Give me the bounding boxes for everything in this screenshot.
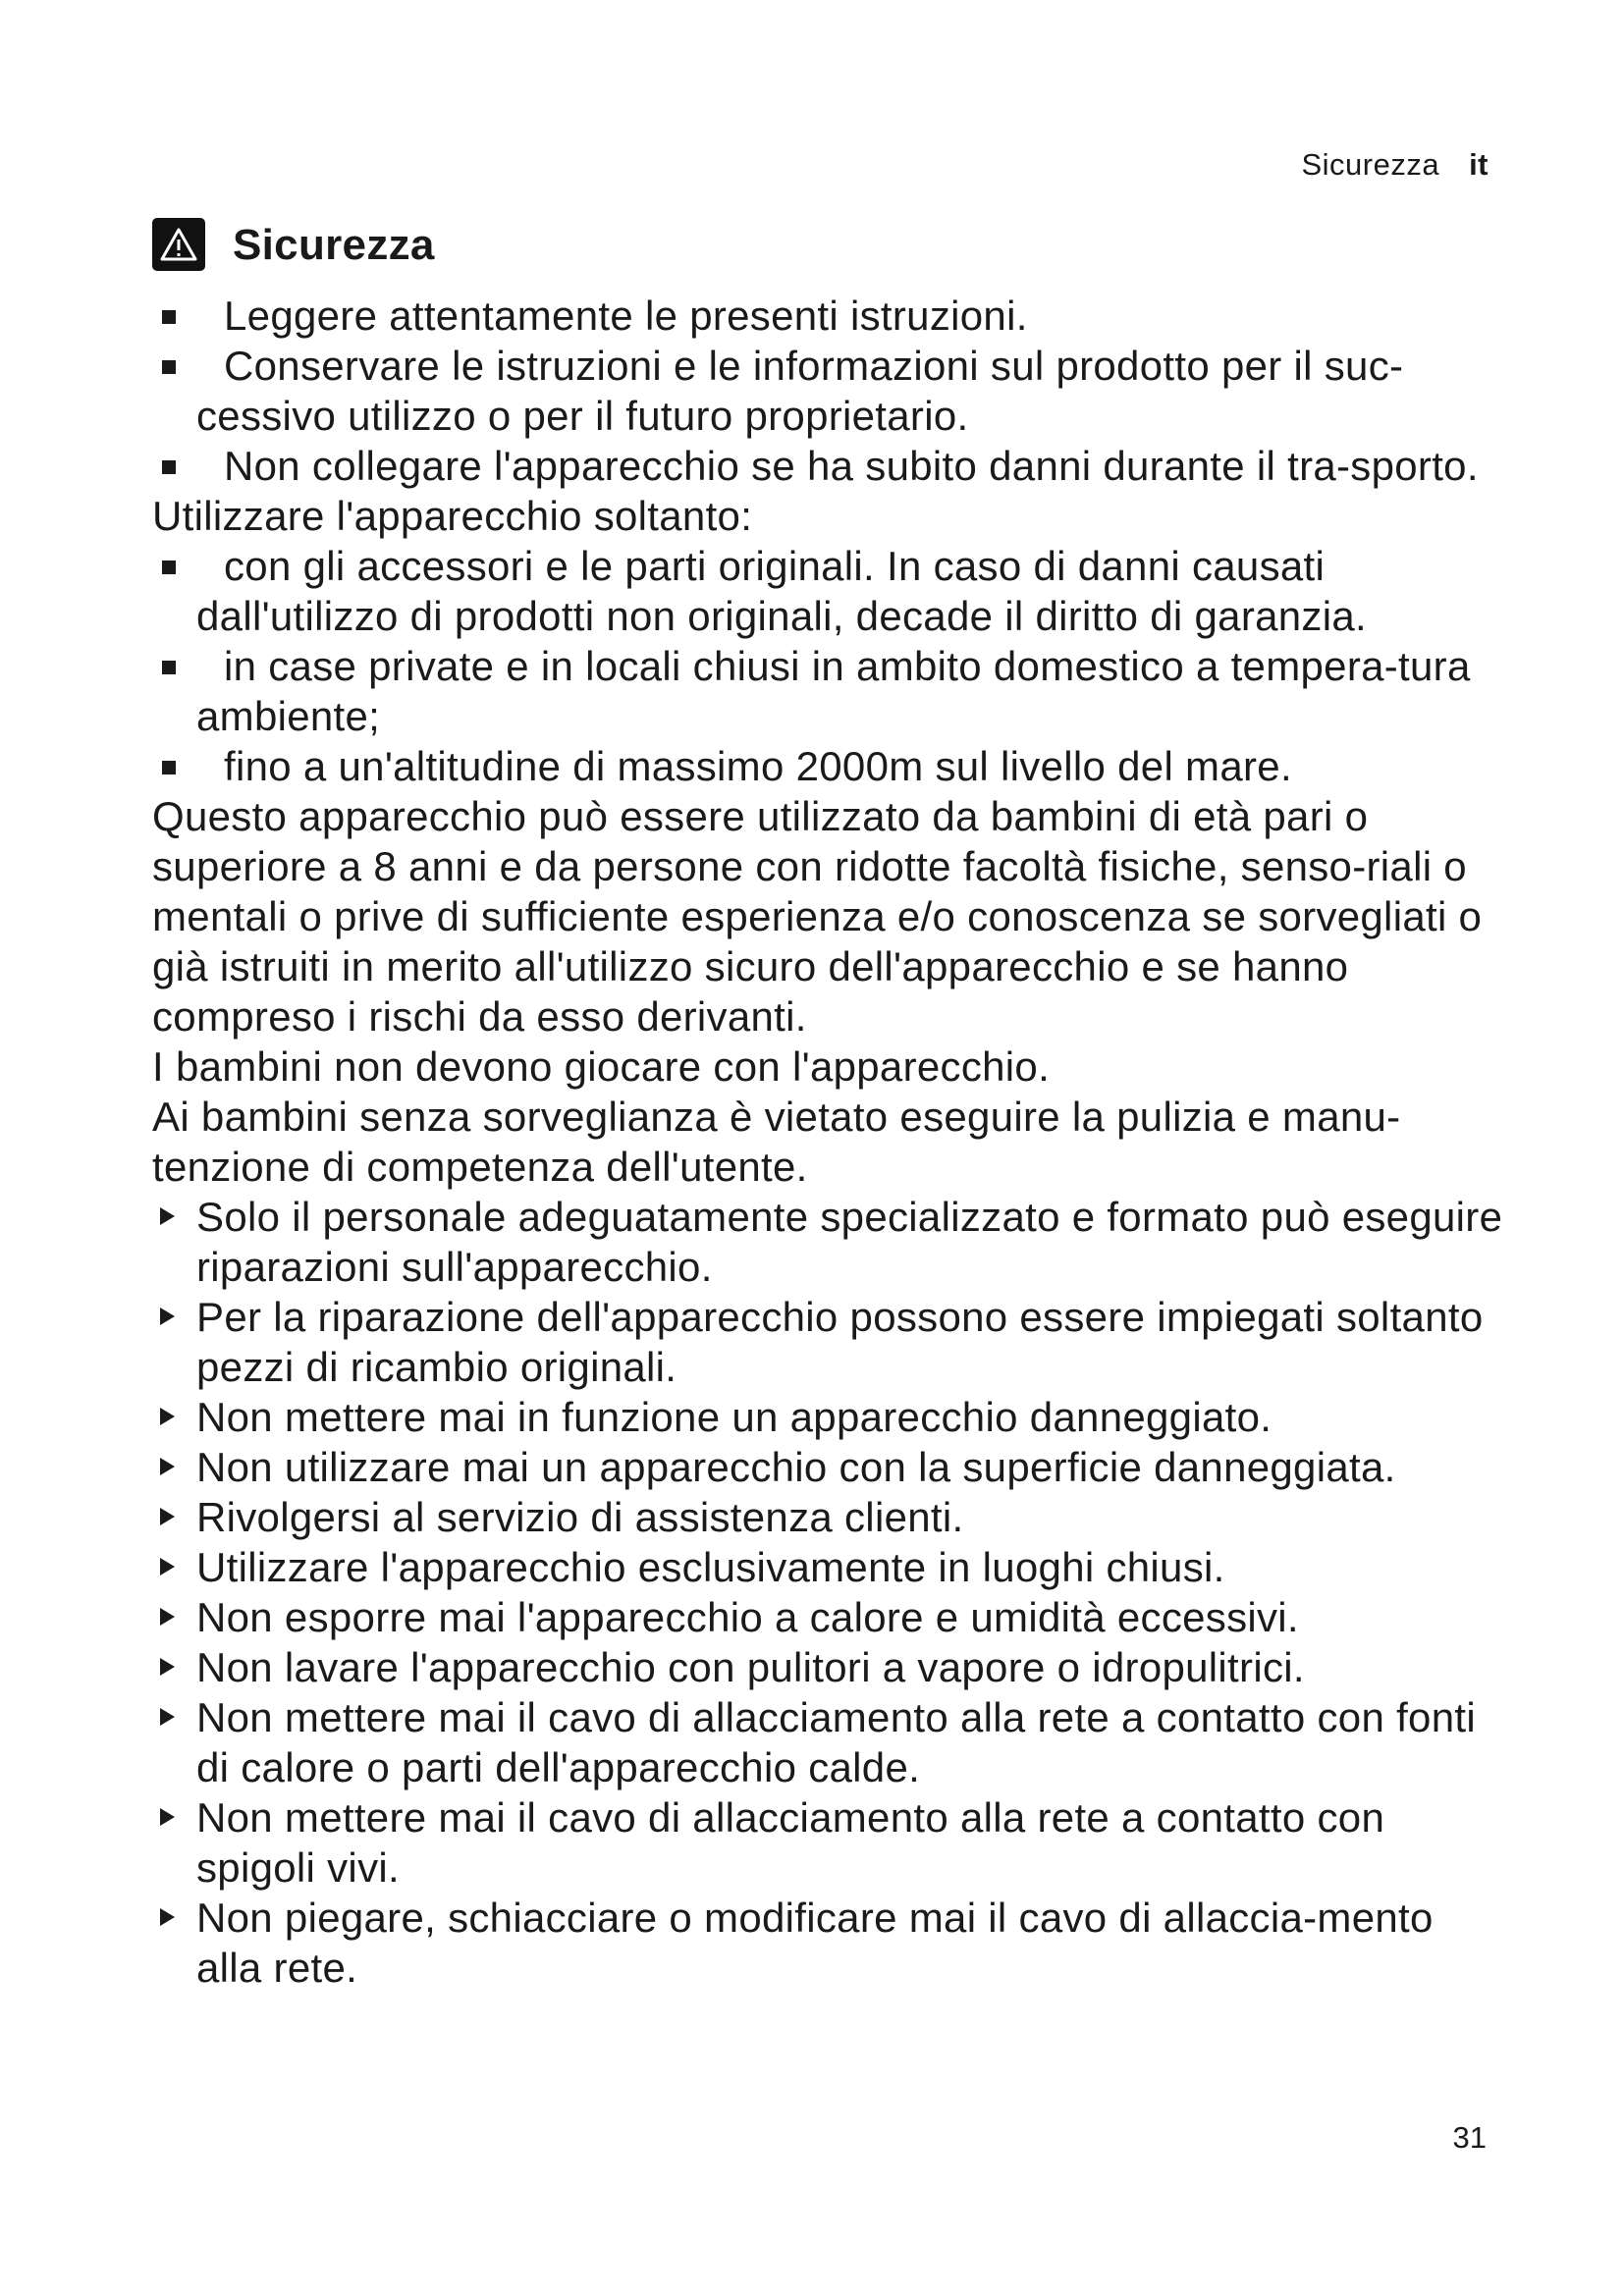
use-only-label: Utilizzare l'apparecchio soltanto: [152,493,753,539]
children-paragraph: Questo apparecchio può essere utilizzato da bambini di età pari o superiore a 8 anni e da persone con ridotte facoltà fisiche, senso-riali o mentali o prive di sufficiente esperienza e/o conoscenza se sorvegliati o già istruiti in merito all'utilizzo sicuro dell'apparecchio e se hanno compreso i rischi da esso derivanti. [152,793,1483,1040]
use-conditions-list [152,541,1507,791]
list-item: Leggere attentamente le presenti istruzioni. [152,291,1507,341]
running-head-section: Sicurezza [1301,147,1440,182]
list-item: Non collegare l'apparecchio se ha subito danni durante il tra-sporto. [152,441,1507,491]
list-item: fino a un'altitudine di massimo 2000m sul livello del mare. [152,741,1507,791]
page-number: 31 [1452,2120,1487,2155]
instruction-item: Non mettere mai il cavo di allacciamento alla rete a contatto con fonti di calore o parti dell'apparecchio calde. [152,1692,1507,1792]
instruction-item: Solo il personale adeguatamente specializzato e formato può eseguire riparazioni sull'apparecchio. [152,1192,1507,1292]
instruction-item: Non lavare l'apparecchio con pulitori a vapore o idropulitrici. [152,1642,1507,1692]
instruction-item: Non esporre mai l'apparecchio a calore e umidità eccessivi. [152,1592,1507,1642]
instruction-item: Utilizzare l'apparecchio esclusivamente in luoghi chiusi. [152,1542,1507,1592]
list-item: con gli accessori e le parti originali. In caso di danni causati dall'utilizzo di prodotti non originali, decade il diritto di garanzia. [152,541,1507,641]
children-cleaning-paragraph: Ai bambini senza sorveglianza è vietato eseguire la pulizia e manu-tenzione di competenza dell'utente. [152,1094,1401,1190]
instructions-list [152,1192,1507,1993]
instruction-item: Rivolgersi al servizio di assistenza clienti. [152,1492,1507,1542]
instruction-item: Non utilizzare mai un apparecchio con la superficie danneggiata. [152,1442,1507,1492]
instruction-item: Per la riparazione dell'apparecchio possono essere impiegati soltanto pezzi di ricambio originali. [152,1292,1507,1392]
warning-triangle-icon [152,218,205,271]
page-content [152,210,1507,1993]
instruction-item: Non mettere mai in funzione un apparecchio danneggiato. [152,1392,1507,1442]
running-head [1301,147,1489,183]
list-item: in case private e in locali chiusi in ambito domestico a tempera-tura ambiente; [152,641,1507,741]
instruction-item: Non mettere mai il cavo di allacciamento alla rete a contatto con spigoli vivi. [152,1792,1507,1893]
section-heading [152,210,1507,279]
page-title: Sicurezza [233,220,435,269]
intro-list [152,291,1507,491]
instruction-item: Non piegare, schiacciare o modificare mai il cavo di allaccia-mento alla rete. [152,1893,1507,1993]
running-head-language: it [1469,147,1489,182]
list-item: Conservare le istruzioni e le informazioni sul prodotto per il suc-cessivo utilizzo o per il futuro proprietario. [152,341,1507,441]
children-play-paragraph: I bambini non devono giocare con l'apparecchio. [152,1043,1051,1090]
